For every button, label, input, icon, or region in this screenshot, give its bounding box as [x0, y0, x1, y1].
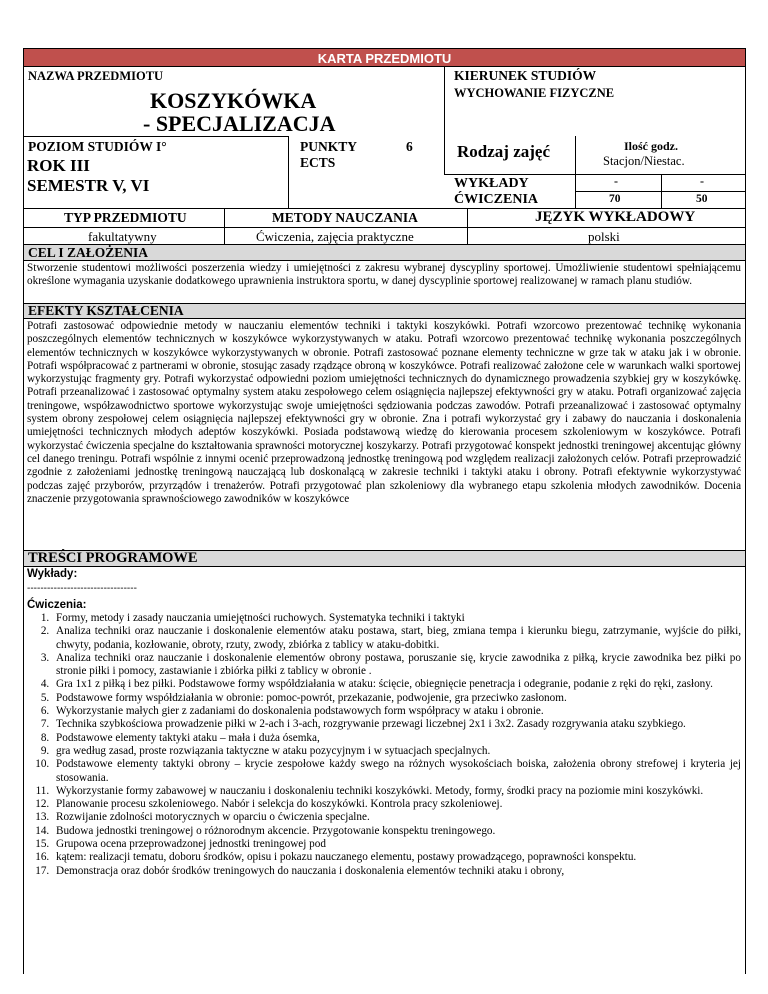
lectures-label: Wykłady: — [27, 568, 78, 580]
type-value: fakultatywny — [88, 229, 157, 244]
card-title: KARTA PRZEDMIOTU — [23, 48, 746, 67]
program-label: TREŚCI PROGRAMOWE — [28, 550, 198, 566]
list-item: 3. Analiza techniki oraz nauczanie i doskonalenie elementów obrony postawa, poruszanie się, krycie zawodnika z piłką, krycie zawodnika bez piłki po stronie piłki i pomocy, zastawianie i zbiórka piłki z tablicy w obronie . — [52, 652, 741, 679]
direction-value: WYCHOWANIE FIZYCZNE — [454, 86, 615, 100]
methods-label: METODY NAUCZANIA — [272, 210, 418, 225]
language-value: polski — [588, 229, 620, 244]
list-item: 14. Budowa jednostki treningowej o różnorodnym akcencie. Przygotowanie konspektu treningowego. — [52, 825, 741, 838]
list-item: 7. Technika szybkościowa prowadzenie piłki w 2-ach i 3-ach, rozgrywanie przewagi liczebnej 2x1 i 3x2. Zasady rozgrywania ataku szybkiego. — [52, 718, 741, 731]
effects-text: Potrafi zastosować odpowiednie metody w nauczaniu elementów techniki i taktyki koszykówki. Potrafi wzorcowo prezentować technikę wykonania poszczególnych elementów technicznych w koszykówce wykorzystywanych w ataku. Potrafi wzorcowo prezentować technikę wykonania poszczególnych elementów technicznych w koszykówce wykorzystywanych w obronie. Potrafi zastosować poznane elementy techniczne w grze tak w ataku jak i w obronie. Potrafi współpracować z partnerami w obronie, stosując zasady rządzące obroną w koszykówce. Potrafi realizować założone cele w warunkach walki sportowej wykorzystując fragmenty gry. Potrafi wykorzystać odpowiedni poziom umiejętności technicznych do dynamicznego prowadzenia szybkiej gry w koszykówkę. Potrafi przeanalizować i zastosować optymalny system ataku zespołowego celem osiągnięcia najlepszej efektywności gry w ataku. Potrafi organizować zajęcia treningowe, współzawodnictwo sportowe wykorzystując swoje umiejętności sędziowania podczas zawodów. Potrafi przeanalizować i zastosować optymalny system obrony zespołowej celem osiągnięcia najlepszej efektywności gry w obronie. Zna i potrafi wykorzystać gry i zabawy do nauczania i doskonalenia umiejętności technicznych młodych adeptów koszykówki. Posiada podstawową wiedzę do kierowania procesem szkoleniowym w koszykówce. Potrafi wykorzystać ćwiczenia specjalne do kształtowania sprawności motorycznej koszykarzy. Potrafi przygotować konspekt jednostki treningowej akcentując główny cel danego treningu. Potrafi wspólnie z innymi ocenić przeprowadzoną jednostkę treningową pod względem realizacji założonych celów. Potrafi przeprowadzić zgodnie z założeniami jednostkę treningową nauczającą lub doskonalącą w zakresie techniki i taktyki ataku i obrony. Potrafi efektywnie wykorzystywać podczas zajęć przyborów, przyrządów i trenażerów. Potrafi przygotować plan szkoleniowy dla wybranego etapu szkolenia młodych zawodników. Docenia znaczenie przygotowania sprawnościowego zawodników w koszykówce — [27, 320, 741, 505]
effects-label: EFEKTY KSZTAŁCENIA — [28, 303, 184, 318]
ects-label-line1: PUNKTY — [300, 139, 357, 154]
ects-label-line2: ECTS — [300, 155, 336, 170]
semester-value: SEMESTR V, VI — [27, 176, 150, 195]
list-item: 9. gra według zasad, proste rozwiązania taktyczne w ataku pozycyjnym i w sytuacjach specjalnych. — [52, 745, 741, 758]
list-item: 11. Wykorzystanie formy zabawowej w nauczaniu i doskonaleniu techniki koszykówki. Metody, formy, środki pracy na poziomie mini koszykówki. — [52, 785, 741, 798]
year-value: ROK III — [27, 156, 90, 175]
list-item: 2. Analiza techniki oraz nauczanie i doskonalenie elementów ataku postawa, start, bieg, zmiana tempa i kierunku biegu, zatrzymanie, wyjście do piłki, chwyty, podania, kozłowanie, obroty, rzuty, zwody, zbiórka z tablicy w ataku-dobitki. — [52, 625, 741, 652]
class-row-exercises: ĆWICZENIA — [454, 192, 539, 207]
lectures-niestac: - — [700, 174, 704, 188]
list-item: 13. Rozwijanie zdolności motorycznych w oparciu o ćwiczenia specjalne. — [52, 811, 741, 824]
effects-header — [24, 304, 745, 318]
hours-label: Ilość godz. — [624, 139, 678, 153]
methods-value: Ćwiczenia, zajęcia praktyczne — [256, 229, 414, 244]
exercises-label: Ćwiczenia: — [27, 599, 87, 611]
subject-name-line2: - SPECJALIZACJA — [143, 111, 336, 136]
level-label: POZIOM STUDIÓW I° — [28, 139, 167, 154]
list-item: 15. Grupowa ocena przeprowadzonej jednostki treningowej pod — [52, 838, 741, 851]
language-label: JĘZYK WYKŁADOWY — [535, 209, 696, 225]
type-label: TYP PRZEDMIOTU — [64, 210, 187, 225]
list-item: 10. Podstawowe elementy taktyki obrony – krycie zespołowe każdy swego na różnych wysokościach boiska, założenia obrony strefowej i kryteria jej stosowania. — [52, 758, 741, 785]
class-row-lectures: WYKŁADY — [454, 176, 529, 191]
exercise-list — [23, 612, 741, 974]
list-item: 1. Formy, metody i zasady nauczania umiejętności ruchowych. Systematyka techniki i taktyki — [52, 612, 741, 625]
classes-type-label: Rodzaj zajęć — [457, 142, 550, 161]
list-item: 6. Wykorzystanie małych gier z zadaniami do doskonalenia podstawowych form współpracy w ataku i obronie. — [52, 705, 741, 718]
list-item: 5. Podstawowe formy współdziałania w obronie: pomoc-powrót, przekazanie, podwojenie, gra przeciwko zasłonom. — [52, 692, 741, 705]
subject-label: NAZWA PRZEDMIOTU — [28, 69, 164, 83]
goals-header — [24, 245, 745, 260]
list-item: 17. Demonstracja oraz dobór środków treningowych do nauczania i doskonalenia elementów techniki ataku i obrony, — [52, 865, 741, 878]
hours-sub-label: Stacjon/Niestac. — [603, 154, 685, 168]
goals-text: Stworzenie studentowi możliwości poszerzenia wiedzy i umiejętności z zakresu wybranej dyscypliny sportowej. Umożliwienie studentowi spełniającemu określone wymagania uzyskanie dodatkowego uprawnienia instruktora sportu, w danej dyscyplinie sportowej realizowanej w ramach planu studiów. — [27, 262, 741, 288]
exercises-niestac: 50 — [696, 193, 708, 205]
list-item: 16. kątem: realizacji tematu, doboru środków, opisu i pokazu nauczanego elementu, postawy prowadzącego, poprawności konspektu. — [52, 851, 741, 864]
ects-value: 6 — [406, 139, 413, 154]
list-item: 8. Podstawowe elementy taktyki ataku – mała i duża ósemka, — [52, 732, 741, 745]
lectures-value: --------------------------------- — [27, 583, 137, 594]
direction-label: KIERUNEK STUDIÓW — [454, 68, 597, 83]
goals-label: CEL I ZAŁOŻENIA — [28, 245, 149, 260]
list-item: 4. Gra 1x1 z piłką i bez piłki. Podstawowe formy współdziałania w ataku: ścięcie, obiegnięcie penetracja i odegranie, podanie z ręki do ręki, zasłony. — [52, 678, 741, 691]
lectures-stac: - — [614, 174, 618, 188]
subject-name-line1: KOSZYKÓWKA — [150, 88, 317, 113]
exercises-stac: 70 — [609, 193, 621, 205]
program-header — [24, 551, 745, 566]
list-item: 12. Planowanie procesu szkoleniowego. Nabór i selekcja do koszykówki. Kontrola pracy szkoleniowej. — [52, 798, 741, 811]
